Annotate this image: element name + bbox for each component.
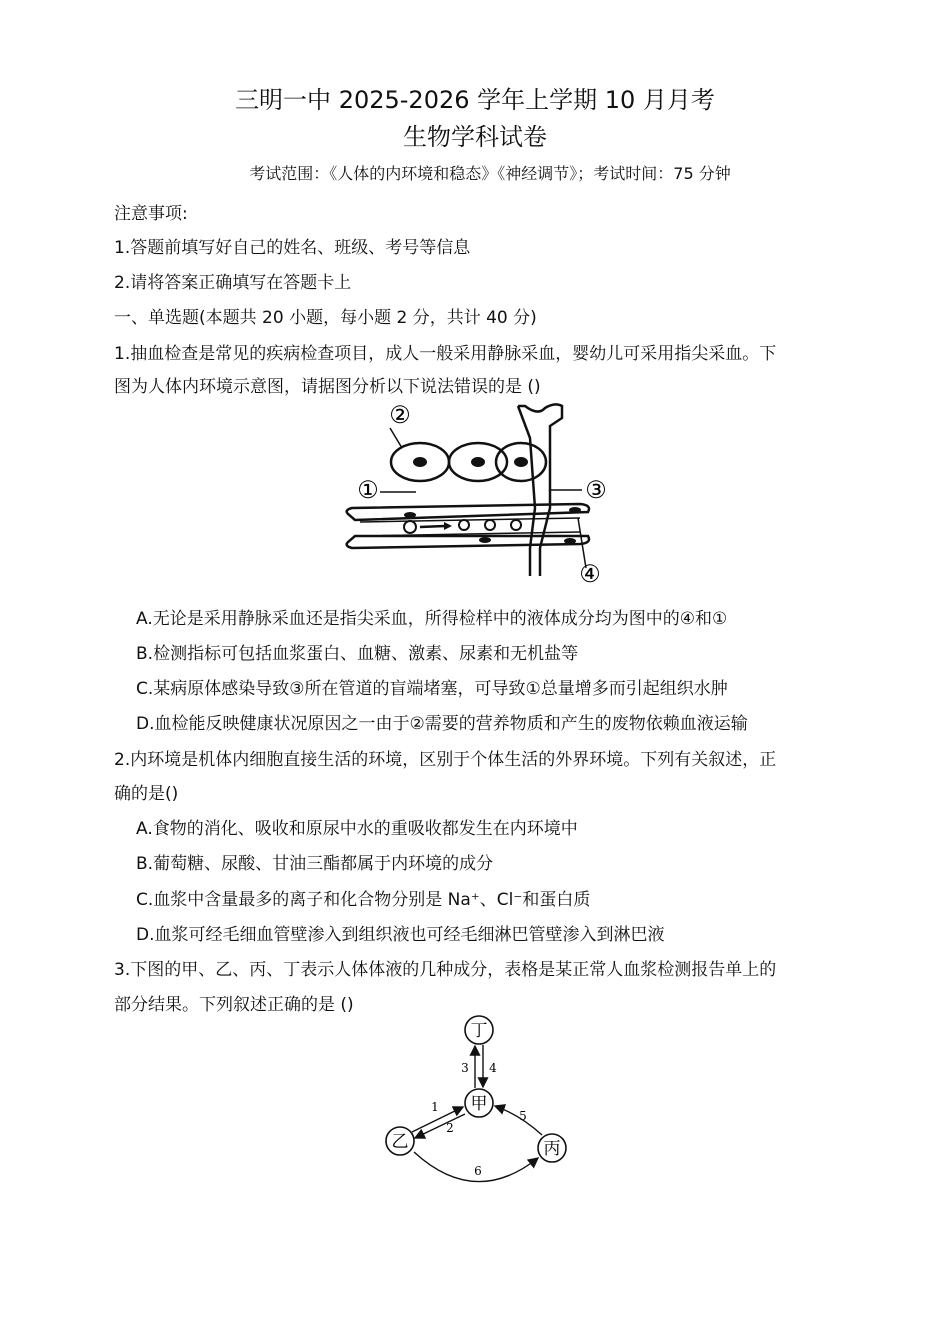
exam-subtitle: 生物学科试卷 [403,123,547,151]
blood-capillary [347,504,589,548]
option-a[interactable]: A.食物的消化、吸收和原尿中水的重吸收都发生在内环境中 [136,819,578,839]
option-d[interactable]: D.血浆可经毛细血管壁渗入到组织液也可经毛细淋巴管壁渗入到淋巴液 [136,925,665,945]
body-fluid-diagram [370,1010,590,1190]
label-1: ① [357,476,379,504]
option-a[interactable]: A.无论是采用静脉采血还是指尖采血，所得检样中的液体成分均为图中的④和① [136,609,728,629]
option-d[interactable]: D.血检能反映健康状况原因之一由于②需要的营养物质和产生的废物依赖血液运输 [136,714,748,734]
notice-item: 1.答题前填写好自己的姓名、班级、考号等信息 [114,238,471,258]
arrow-2-label: 2 [446,1121,454,1135]
option-b[interactable]: B.葡萄糖、尿酸、甘油三酯都属于内环境的成分 [136,854,494,874]
option-c[interactable]: C.血浆中含量最多的离子和化合物分别是 Na⁺、Cl⁻和蛋白质 [136,890,591,910]
arrow-6-label: 6 [474,1164,482,1178]
question-stem: 3.下图的甲、乙、丙、丁表示人体体液的几种成分，表格是某正常人血浆检测报告单上的 [114,960,777,980]
node-jia-label: 甲 [470,1094,488,1114]
tissue-cells [391,443,546,481]
option-c[interactable]: C.某病原体感染导致③所在管道的盲端堵塞，可导致①总量增多而引起组织水肿 [136,679,728,699]
arrow-5-label: 5 [519,1109,527,1123]
arrow-1-label: 1 [431,1100,439,1114]
label-3: ③ [585,476,607,504]
node-bing-label: 丙 [543,1139,561,1159]
node-yi-label: 乙 [391,1132,409,1152]
notice-item: 2.请将答案正确填写在答题卡上 [114,273,352,293]
section-heading: 一、单选题(本题共 20 小题，每小题 2 分，共计 40 分) [114,308,537,328]
arrow-3-label: 3 [461,1061,469,1075]
exam-range: 考试范围：《人体的内环境和稳态》《神经调节》；考试时间：75 分钟 [249,164,731,183]
question-stem: 部分结果。下列叙述正确的是 () [114,995,354,1015]
label-2: ② [389,401,411,429]
label-4: ④ [579,560,601,588]
question-stem: 图为人体内环境示意图，请据图分析以下说法错误的是 () [114,377,541,397]
question-stem: 1.抽血检查是常见的疾病检查项目，成人一般采用静脉采血，婴幼儿可采用指尖采血。下 [114,344,777,364]
option-b[interactable]: B.检测指标可包括血浆蛋白、血糖、激素、尿素和无机盐等 [136,644,579,664]
question-stem: 确的是() [114,784,179,804]
internal-environment-figure [340,398,620,590]
arrow-4-label: 4 [489,1061,497,1075]
notice-heading: 注意事项: [114,204,188,224]
node-ding-label: 丁 [470,1021,488,1041]
exam-title: 三明一中 2025-2026 学年上学期 10 月月考 [235,86,715,114]
question-stem: 2.内环境是机体内细胞直接生活的环境，区别于个体生活的外界环境。下列有关叙述，正 [114,750,777,770]
